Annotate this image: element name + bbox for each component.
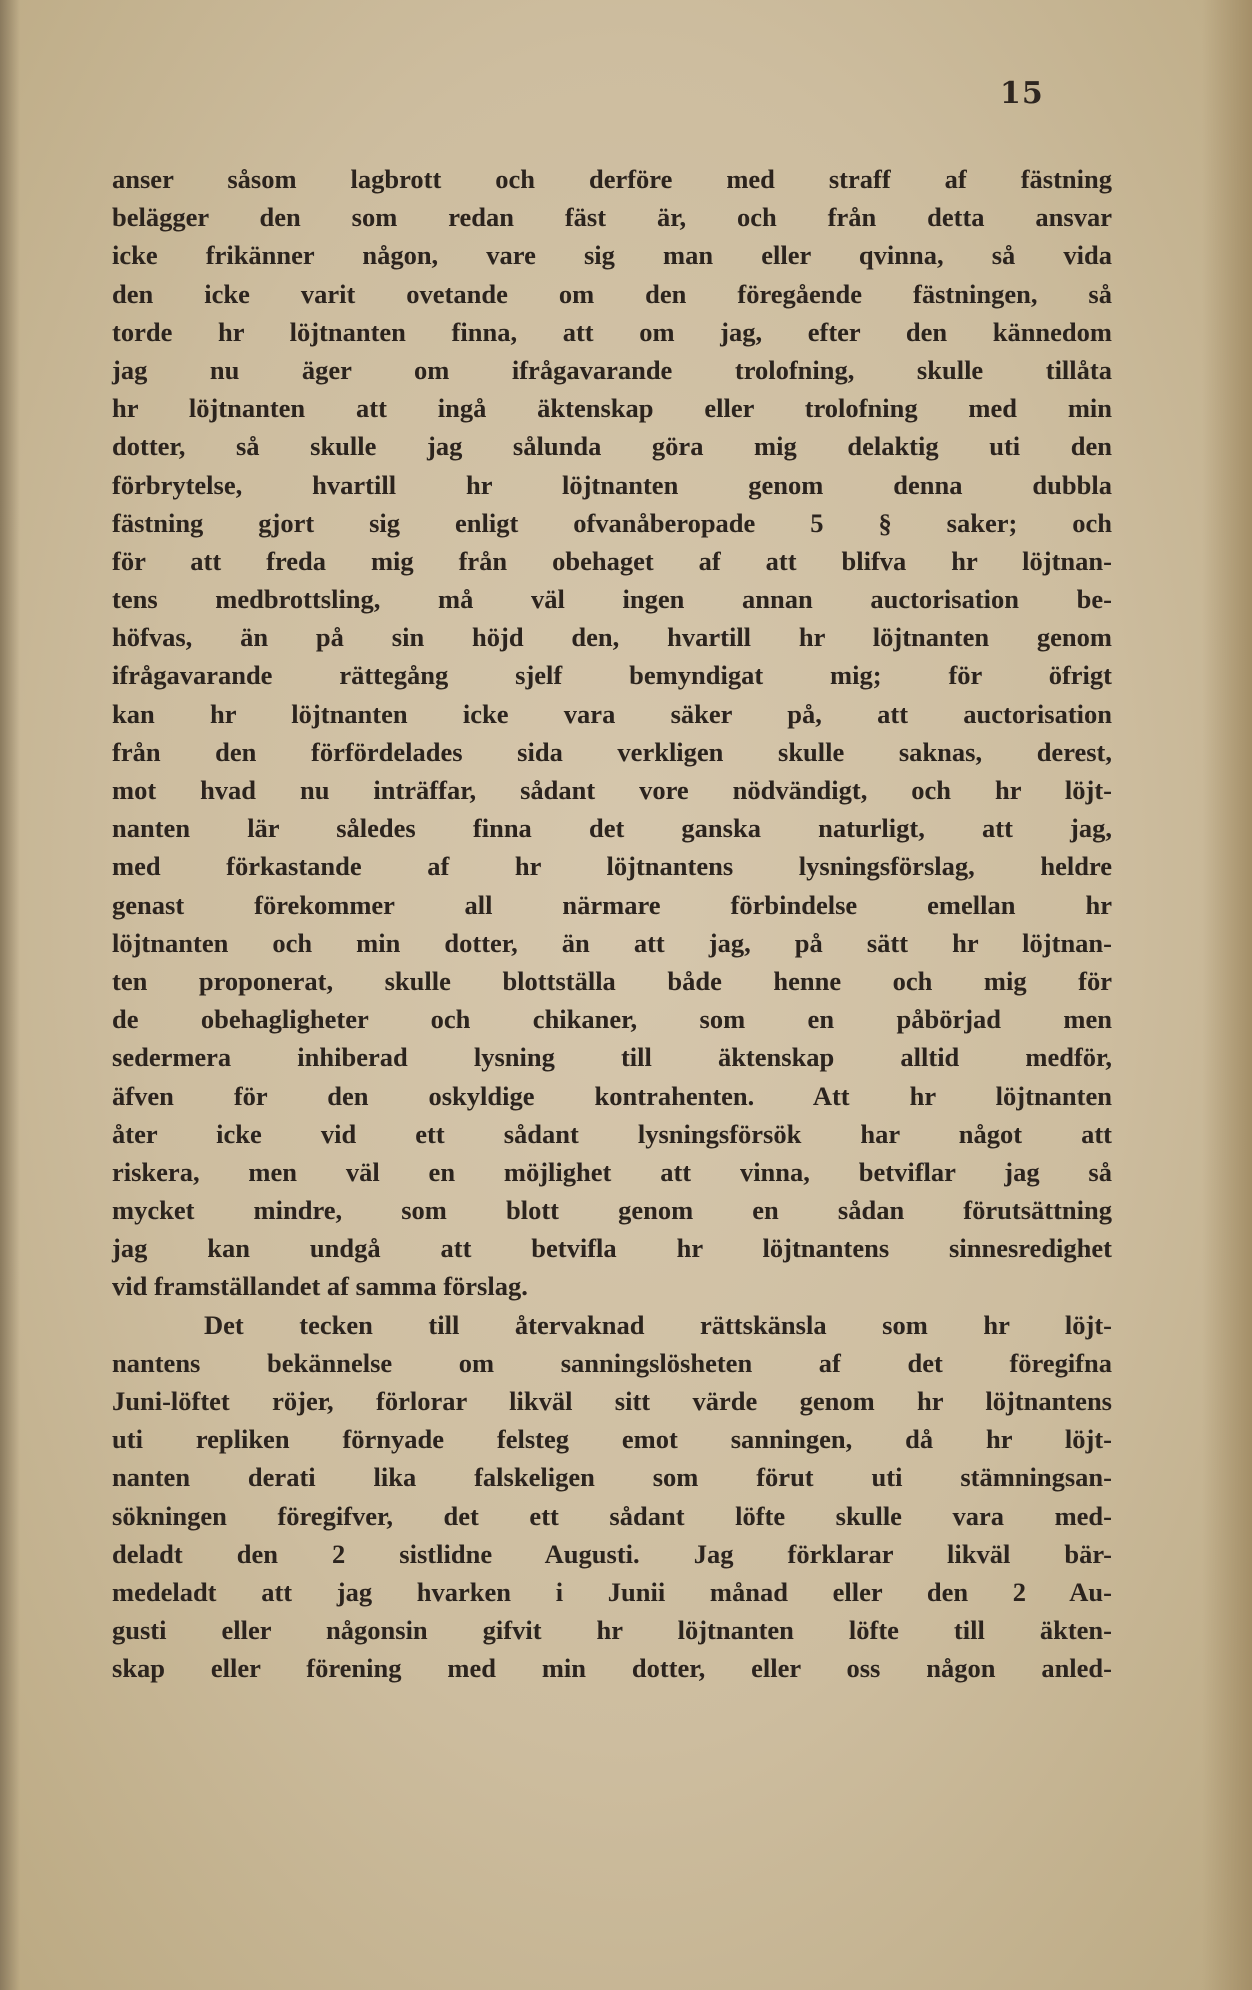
text-line: Det tecken till återvaknad rättskänsla som hr löjt- <box>204 1309 1112 1340</box>
text-line: mot hvad nu inträffar, sådant vore nödvändigt, och hr löjt- <box>112 775 1112 805</box>
text-line: nantens bekännelse om sanningslösheten af det föregifna <box>112 1347 1112 1378</box>
text-line: belägger den som redan fäst är, och från detta ansvar <box>112 202 1112 233</box>
text-line: dotter, så skulle jag sålunda göra mig delaktig uti den <box>112 431 1112 462</box>
text-line: med förkastande af hr löjtnantens lysningsförslag, heldre <box>112 851 1112 882</box>
text-line: sedermera inhiberad lysning till äktenskap alltid medför, <box>112 1042 1112 1073</box>
text-line: hr löjtnanten att ingå äktenskap eller trolofning med min <box>112 393 1112 424</box>
text-line: jag nu äger om ifrågavarande trolofning, skulle tillåta <box>112 354 1112 385</box>
text-line: åter icke vid ett sådant lysningsförsök har något att <box>112 1118 1112 1149</box>
text-line: jag kan undgå att betvifla hr löjtnantens sinnesredighet <box>112 1233 1112 1264</box>
text-line: medeladt att jag hvarken i Junii månad eller den 2 Au- <box>112 1576 1112 1607</box>
text-line: ifrågavarande rättegång sjelf bemyndigat mig; för öfrigt <box>112 660 1112 691</box>
text-line: genast förekommer all närmare förbindelse emellan hr <box>112 889 1112 920</box>
text-line: skap eller förening med min dotter, eller oss någon anled- <box>112 1653 1112 1684</box>
page-gutter-shadow <box>0 0 20 1990</box>
text-line: mycket mindre, som blott genom en sådan förutsättning <box>112 1195 1112 1226</box>
text-line: de obehagligheter och chikaner, som en påbörjad men <box>112 1004 1112 1035</box>
text-line: riskera, men väl en möjlighet att vinna, betviflar jag så <box>112 1156 1112 1187</box>
text-line: kan hr löjtnanten icke vara säker på, att auctorisation <box>112 698 1112 729</box>
text-line: nanten derati lika falskeligen som förut uti stämningsan- <box>112 1462 1112 1493</box>
text-line: gusti eller någonsin gifvit hr löjtnanten löfte till äkten- <box>112 1615 1112 1646</box>
text-line: uti repliken förnyade felsteg emot sanningen, då hr löjt- <box>112 1424 1112 1455</box>
text-line: den icke varit ovetande om den föregående fästningen, så <box>112 278 1112 309</box>
page-number: 15 <box>1000 76 1044 111</box>
text-line: fästning gjort sig enligt ofvanåberopade 5 § saker; och <box>112 507 1112 538</box>
text-line: äfven för den oskyldige kontrahenten. Att hr löjtnanten <box>112 1080 1112 1111</box>
page-edge-tint <box>1202 0 1252 1990</box>
text-line: ten proponerat, skulle blottställa både henne och mig för <box>112 965 1112 996</box>
text-line: icke frikänner någon, vare sig man eller qvinna, så vida <box>112 240 1112 271</box>
text-line: nanten lär således finna det ganska naturligt, att jag, <box>112 813 1112 844</box>
text-line: vid framställandet af samma förslag. <box>112 1271 528 1302</box>
text-line: löjtnanten och min dotter, än att jag, på sätt hr löjtnan- <box>112 927 1112 958</box>
text-line: från den förfördelades sida verkligen skulle saknas, derest, <box>112 736 1112 767</box>
body-text <box>112 160 1112 1688</box>
text-line: Juni-löftet röjer, förlorar likväl sitt värde genom hr löjtnantens <box>112 1386 1112 1416</box>
text-line: tens medbrottsling, må väl ingen annan auctorisation be- <box>112 584 1112 615</box>
text-line: förbrytelse, hvartill hr löjtnanten genom denna dubbla <box>112 469 1112 500</box>
text-line: deladt den 2 sistlidne Augusti. Jag förklarar likväl bär- <box>112 1538 1112 1569</box>
text-line: sökningen föregifver, det ett sådant löfte skulle vara med- <box>112 1500 1112 1531</box>
text-line: höfvas, än på sin höjd den, hvartill hr löjtnanten genom <box>112 622 1112 653</box>
text-line: anser såsom lagbrott och derföre med straff af fästning <box>112 164 1112 194</box>
text-line: för att freda mig från obehaget af att blifva hr löjtnan- <box>112 545 1112 576</box>
text-line: torde hr löjtnanten finna, att om jag, efter den kännedom <box>112 316 1112 347</box>
